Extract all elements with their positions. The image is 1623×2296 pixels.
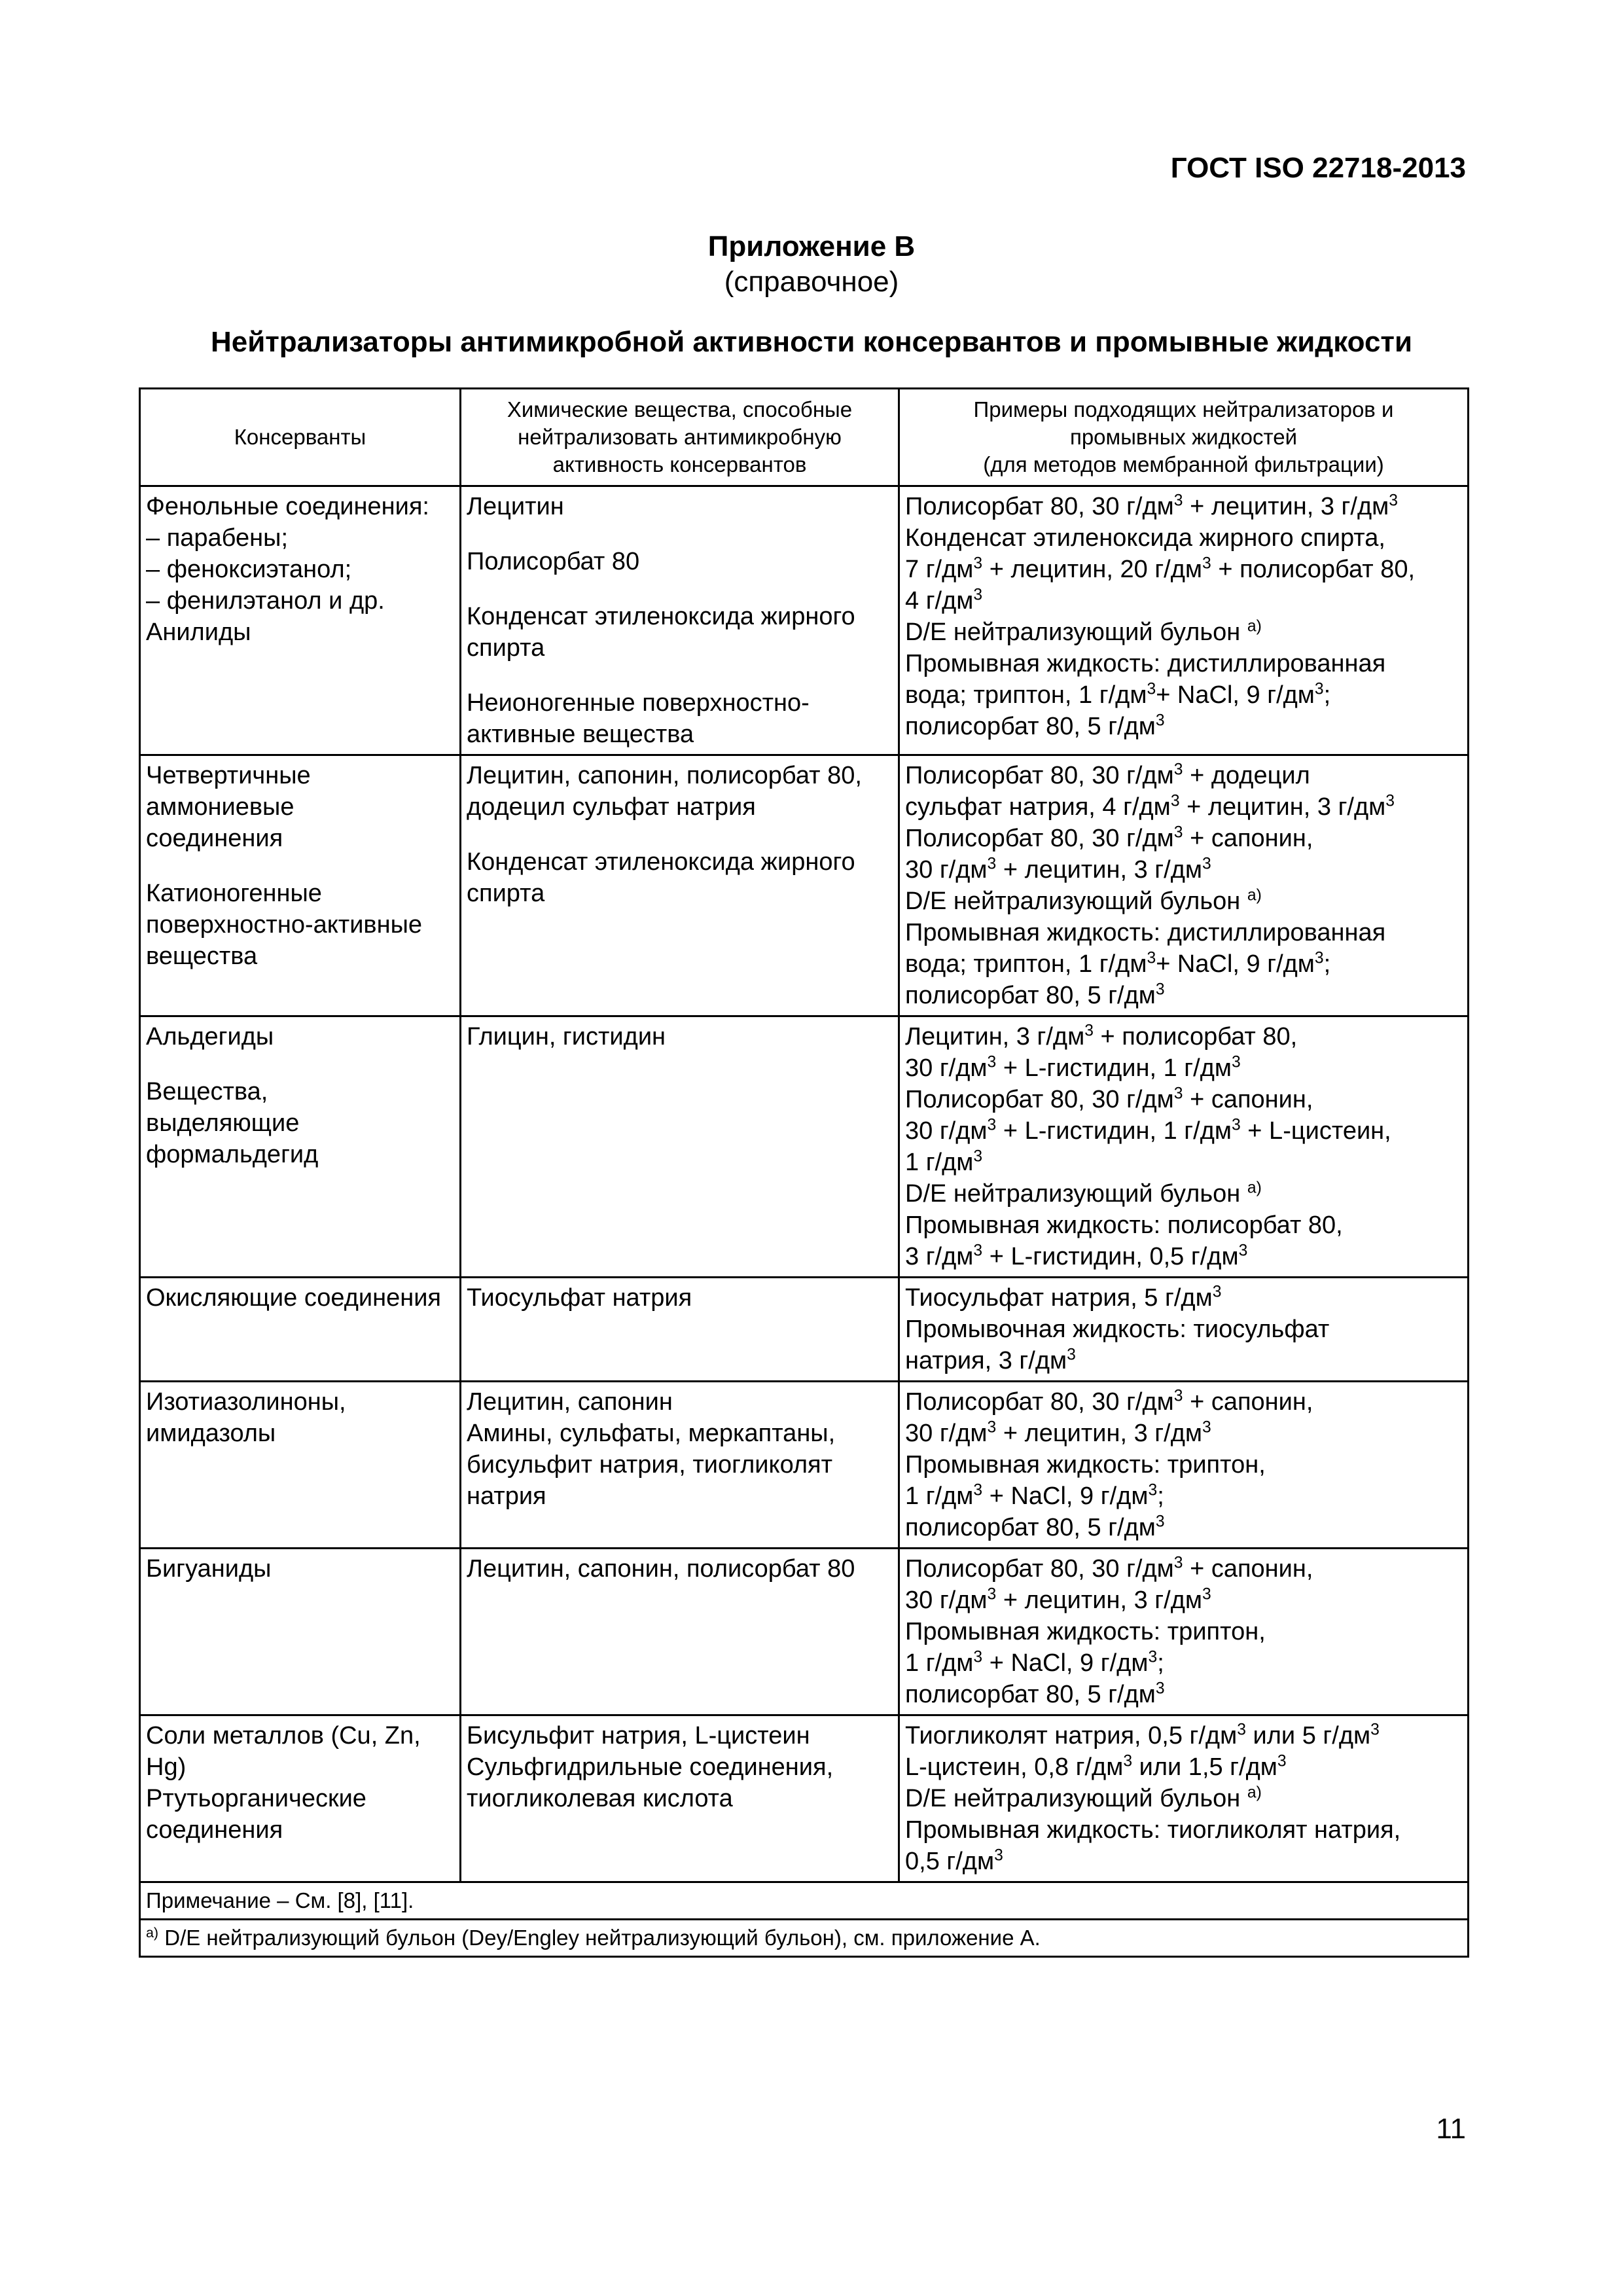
superscript: 3 [1202,554,1211,573]
example-text: Промывочная жидкость: тиосульфат [905,1316,1330,1343]
chemical-line: Конденсат этиленоксида жирного [467,848,855,876]
header-line: активность консервантов [552,452,807,476]
example-line [905,854,1462,886]
superscript: 3 [1084,1022,1094,1040]
example-line [905,1084,1462,1115]
superscript: 3 [987,1418,997,1437]
example-text: + L-гистидин, 0,5 г/дм [982,1243,1239,1270]
chemical-group [467,1282,893,1314]
example-line [905,585,1462,617]
example-text: сульфат натрия, 4 г/дм [905,793,1171,821]
preservative-line: Бигуаниды [146,1555,272,1583]
example-text: + L-цистеин, [1240,1117,1391,1145]
superscript: 3 [1148,1481,1158,1499]
chemical-line: Лецитин, сапонин, полисорбат 80 [467,1555,855,1583]
preservative-line: Окисляющие соединения [146,1284,442,1312]
superscript: 3 [1123,1752,1133,1770]
superscript: 3 [1170,792,1180,810]
example-text: 30 г/дм [905,856,988,884]
chemical-group [467,1720,893,1814]
example-text: + сапонин, [1183,1555,1313,1583]
preservative-line: Ртутьорганические [146,1785,366,1812]
example-text: + сапонин, [1183,1388,1313,1416]
chemical-line: додецил сульфат натрия [467,793,756,821]
example-line [905,1147,1462,1178]
chemical-group [467,491,893,522]
example-text: Полисорбат 80, 30 г/дм [905,1086,1174,1113]
header-line: (для методов мембранной фильтрации) [983,452,1384,476]
superscript: 3 [1155,1679,1165,1698]
document-standard-number: ГОСТ ISO 22718-2013 [1170,152,1466,184]
example-cell [899,1278,1469,1382]
example-line [905,1553,1462,1585]
preservative-line: Альдегиды [146,1023,274,1050]
example-text: 1 г/дм [905,1649,974,1677]
example-line [905,679,1462,711]
table-heading: Нейтрализаторы антимикробной активности консервантов и промывные жидкости [210,326,1413,358]
example-line [905,1480,1462,1512]
header-line: промывных жидкостей [1069,425,1298,449]
preservative-line: аммониевые [146,793,294,821]
table-header-row [140,389,1469,486]
preservative-cell [140,1715,461,1882]
example-text: D/E нейтрализующий бульон [905,888,1247,915]
chemical-line: бисульфит натрия, тиогликолят [467,1451,833,1479]
preservative-line: формальдегид [146,1141,319,1168]
chemical-line: Глицин, гистидин [467,1023,666,1050]
example-text: 3 г/дм [905,1243,974,1270]
example-text: + лецитин, 3 г/дм [1183,493,1389,520]
example-line [905,760,1462,791]
superscript: 3 [1067,1346,1076,1364]
table-body [140,486,1469,1882]
chemical-group [467,846,893,909]
preservative-line [146,1052,454,1076]
superscript: 3 [973,1147,983,1166]
page-number: 11 [1436,2113,1466,2145]
example-text: D/E нейтрализующий бульон [905,1785,1247,1812]
example-text: + NaCl, 9 г/дм [982,1482,1149,1510]
example-text: Промывная жидкость: триптон, [905,1451,1266,1479]
example-line [905,1345,1462,1376]
example-text: + сапонин, [1183,1086,1313,1113]
example-cell [899,486,1469,755]
example-text: Полисорбат 80, 30 г/дм [905,1388,1174,1416]
table-note: Примечание – См. [8], [11]. [140,1882,1469,1920]
chemical-group [467,1021,893,1052]
superscript: 3 [1147,949,1156,967]
example-text: + додецил [1183,762,1310,789]
example-text: D/E нейтрализующий бульон [905,1180,1247,1208]
example-cell [899,755,1469,1016]
chemical-line: Бисульфит натрия, L-цистеин [467,1722,810,1749]
preservative-line: имидазолы [146,1420,276,1447]
example-text: Тиосульфат натрия, 5 г/дм [905,1284,1213,1312]
table-row [140,1382,1469,1549]
example-text: Полисорбат 80, 30 г/дм [905,762,1174,789]
example-text: Промывная жидкость: тиогликолят натрия, [905,1816,1401,1844]
chemical-line: активные вещества [467,721,694,748]
example-text: натрия, 3 г/дм [905,1347,1067,1374]
superscript: 3 [1237,1721,1246,1739]
example-line [905,1814,1462,1846]
example-line [905,1512,1462,1543]
superscript: 3 [1155,711,1165,730]
chemical-cell [461,1549,899,1715]
superscript: 3 [1385,792,1395,810]
chemical-line: Тиосульфат натрия [467,1284,692,1312]
example-line [905,1647,1462,1679]
preservative-line: Вещества, [146,1078,268,1105]
example-line [905,823,1462,854]
preservative-cell [140,1549,461,1715]
chemical-group [467,601,893,664]
preservative-line: – фенилэтанол и др. [146,587,385,615]
footnote-text: D/E нейтрализующий бульон (Dey/Engley нейтрализующий бульон), см. приложение А. [158,1926,1041,1950]
example-text: полисорбат 80, 5 г/дм [905,1514,1156,1541]
preservative-line: – парабены; [146,524,288,552]
example-line [905,491,1462,522]
preservative-line: Hg) [146,1753,187,1781]
table-row [140,755,1469,1016]
example-line [905,1783,1462,1814]
preservative-cell [140,1278,461,1382]
example-line [905,648,1462,679]
chemical-line: Сульфгидрильные соединения, [467,1753,834,1781]
table-row [140,486,1469,755]
preservative-line: Фенольные соединения: [146,493,429,520]
example-text: ; [1157,1482,1164,1510]
example-line [905,791,1462,823]
superscript: 3 [987,1116,997,1134]
example-text: вода; триптон, 1 г/дм [905,950,1147,978]
superscript: 3 [1202,1585,1211,1604]
preservative-cell [140,1016,461,1278]
chemical-cell [461,755,899,1016]
example-text: 0,5 г/дм [905,1848,995,1875]
header-chemicals [461,389,899,486]
neutralizers-table [139,387,1469,1958]
example-line [905,1178,1462,1210]
superscript: 3 [1277,1752,1287,1770]
example-text: + NaCl, 9 г/дм [1156,950,1315,978]
preservative-cell [140,1382,461,1549]
superscript: 3 [1155,980,1165,999]
chemical-group [467,546,893,577]
example-text: Промывная жидкость: полисорбат 80, [905,1211,1343,1239]
example-line [905,1210,1462,1241]
table-row [140,1715,1469,1882]
example-line [905,1386,1462,1418]
preservative-cell [140,486,461,755]
example-text: + NaCl, 9 г/дм [982,1649,1149,1677]
chemical-line: спирта [467,634,545,662]
example-text: полисорбат 80, 5 г/дм [905,1681,1156,1708]
chemical-group [467,760,893,823]
superscript: а) [1247,617,1262,636]
example-line [905,522,1462,554]
example-text: Тиогликолят натрия, 0,5 г/дм [905,1722,1238,1749]
chemical-group [467,1386,893,1512]
example-text: или 1,5 г/дм [1132,1753,1277,1781]
superscript: 3 [987,1053,997,1071]
preservative-line: поверхностно-активные [146,911,423,939]
superscript: 3 [1314,949,1324,967]
example-line [905,948,1462,980]
superscript: 3 [1155,1513,1165,1531]
example-text: полисорбат 80, 5 г/дм [905,982,1156,1009]
example-text: + сапонин, [1183,825,1313,852]
table-row [140,1016,1469,1278]
superscript: 3 [1389,492,1399,510]
example-line [905,711,1462,742]
example-line [905,1751,1462,1783]
chemical-cell [461,1016,899,1278]
example-text: 1 г/дм [905,1149,974,1176]
superscript: 3 [1173,761,1183,779]
example-text: Промывная жидкость: дистиллированная [905,650,1386,677]
example-line [905,917,1462,948]
superscript: 3 [973,586,983,604]
superscript: 3 [1232,1116,1241,1134]
superscript: 3 [973,1242,983,1260]
example-line [905,1449,1462,1480]
example-text: D/E нейтрализующий бульон [905,619,1247,646]
footnote-mark: а) [146,1925,159,1941]
table-row [140,1278,1469,1382]
preservative-line: выделяющие [146,1109,300,1137]
example-line [905,1846,1462,1877]
footnote-row [140,1920,1469,1957]
chemical-line: натрия [467,1482,546,1510]
example-line [905,554,1462,585]
example-line [905,1052,1462,1084]
superscript: 3 [1202,1418,1211,1437]
example-text: + полисорбат 80, [1093,1023,1298,1050]
example-line [905,1679,1462,1710]
example-line [905,1616,1462,1647]
header-examples [899,389,1469,486]
preservative-line: Изотиазолиноны, [146,1388,346,1416]
superscript: 3 [1370,1721,1380,1739]
superscript: а) [1247,1179,1262,1197]
example-text: Полисорбат 80, 30 г/дм [905,1555,1174,1583]
superscript: 3 [973,554,983,573]
example-cell [899,1016,1469,1278]
chemical-line: Полисорбат 80 [467,548,640,575]
superscript: 3 [1173,1387,1183,1405]
preservative-line: Соли металлов (Cu, Zn, [146,1722,421,1749]
example-text: + L-гистидин, 1 г/дм [996,1054,1232,1082]
superscript: 3 [1147,680,1156,698]
superscript: а) [1247,1784,1262,1802]
example-text: + лецитин, 3 г/дм [996,856,1203,884]
preservative-line: соединения [146,825,283,852]
header-line: Примеры подходящих нейтрализаторов и [973,397,1394,422]
superscript: 3 [973,1648,983,1666]
example-text: Полисорбат 80, 30 г/дм [905,825,1174,852]
chemical-line: тиогликолевая кислота [467,1785,733,1812]
header-line: Химические вещества, способные [507,397,853,422]
preservative-line: Анилиды [146,619,251,646]
example-text: вода; триптон, 1 г/дм [905,681,1147,709]
example-line [905,1418,1462,1449]
example-text: полисорбат 80, 5 г/дм [905,713,1156,740]
chemical-cell [461,1715,899,1882]
superscript: 3 [1173,492,1183,510]
superscript: 3 [1148,1648,1158,1666]
example-line [905,1115,1462,1147]
superscript: 3 [1202,855,1211,873]
preservative-line: Катионогенные [146,880,322,907]
example-line [905,1720,1462,1751]
chemical-line: Амины, сульфаты, меркаптаны, [467,1420,836,1447]
example-line [905,1282,1462,1314]
chemical-cell [461,1382,899,1549]
example-text: 30 г/дм [905,1117,988,1145]
example-text: + лецитин, 3 г/дм [996,1420,1203,1447]
example-text: Лецитин, 3 г/дм [905,1023,1085,1050]
example-text: 30 г/дм [905,1054,988,1082]
example-text: Полисорбат 80, 30 г/дм [905,493,1174,520]
superscript: 3 [1314,680,1324,698]
example-line [905,1241,1462,1272]
chemical-cell [461,1278,899,1382]
superscript: 3 [1238,1242,1248,1260]
example-text: 4 г/дм [905,587,974,615]
example-text: 30 г/дм [905,1587,988,1614]
superscript: 3 [987,1585,997,1604]
example-text: ; [1323,681,1331,709]
example-cell [899,1549,1469,1715]
example-text: 30 г/дм [905,1420,988,1447]
preservative-line: Четвертичные [146,762,311,789]
superscript: 3 [973,1481,983,1499]
superscript: 3 [1212,1283,1222,1301]
appendix-subtitle: (справочное) [724,266,899,298]
example-line [905,1314,1462,1345]
example-line [905,980,1462,1011]
chemical-line: Лецитин, сапонин, полисорбат 80, [467,762,862,789]
table-footnote [140,1920,1469,1957]
example-line [905,1021,1462,1052]
example-text: + полисорбат 80, [1211,556,1416,583]
chemical-line: Лецитин [467,493,564,520]
preservative-cell [140,755,461,1016]
preservative-line [146,854,454,878]
example-text: 1 г/дм [905,1482,974,1510]
example-line [905,617,1462,648]
example-text: ; [1323,950,1331,978]
example-text: Промывная жидкость: триптон, [905,1618,1266,1645]
chemical-group [467,1553,893,1585]
header-preservatives [140,389,461,486]
superscript: 3 [1173,1554,1183,1572]
example-text: + L-гистидин, 1 г/дм [996,1117,1232,1145]
preservative-line: вещества [146,942,258,970]
example-line [905,886,1462,917]
header-line: Консерванты [234,425,366,449]
chemical-line: Лецитин, сапонин [467,1388,673,1416]
superscript: 3 [1173,823,1183,842]
preservative-line: – феноксиэтанол; [146,556,352,583]
example-text: Промывная жидкость: дистиллированная [905,919,1386,946]
preservative-line: соединения [146,1816,283,1844]
example-cell [899,1715,1469,1882]
chemical-line: Конденсат этиленоксида жирного [467,603,855,630]
example-text: + NaCl, 9 г/дм [1156,681,1315,709]
superscript: 3 [987,855,997,873]
header-line: нейтрализовать антимикробную [518,425,842,449]
example-text: или 5 г/дм [1245,1722,1371,1749]
example-text: Конденсат этиленоксида жирного спирта, [905,524,1385,552]
example-text: + лецитин, 3 г/дм [1179,793,1386,821]
example-cell [899,1382,1469,1549]
table-row [140,1549,1469,1715]
example-text: + лецитин, 3 г/дм [996,1587,1203,1614]
note-row [140,1882,1469,1920]
appendix-title: Приложение В [707,230,916,262]
chemical-line: Неионогенные поверхностно- [467,689,810,717]
example-text: 7 г/дм [905,556,974,583]
chemical-group [467,687,893,750]
example-text: ; [1157,1649,1164,1677]
example-line [905,1585,1462,1616]
superscript: 3 [1232,1053,1241,1071]
example-text: L-цистеин, 0,8 г/дм [905,1753,1124,1781]
chemical-line: спирта [467,880,545,907]
superscript: 3 [1173,1085,1183,1103]
chemical-cell [461,486,899,755]
superscript: 3 [994,1846,1003,1865]
example-text: + лецитин, 20 г/дм [982,556,1203,583]
superscript: а) [1247,886,1262,905]
